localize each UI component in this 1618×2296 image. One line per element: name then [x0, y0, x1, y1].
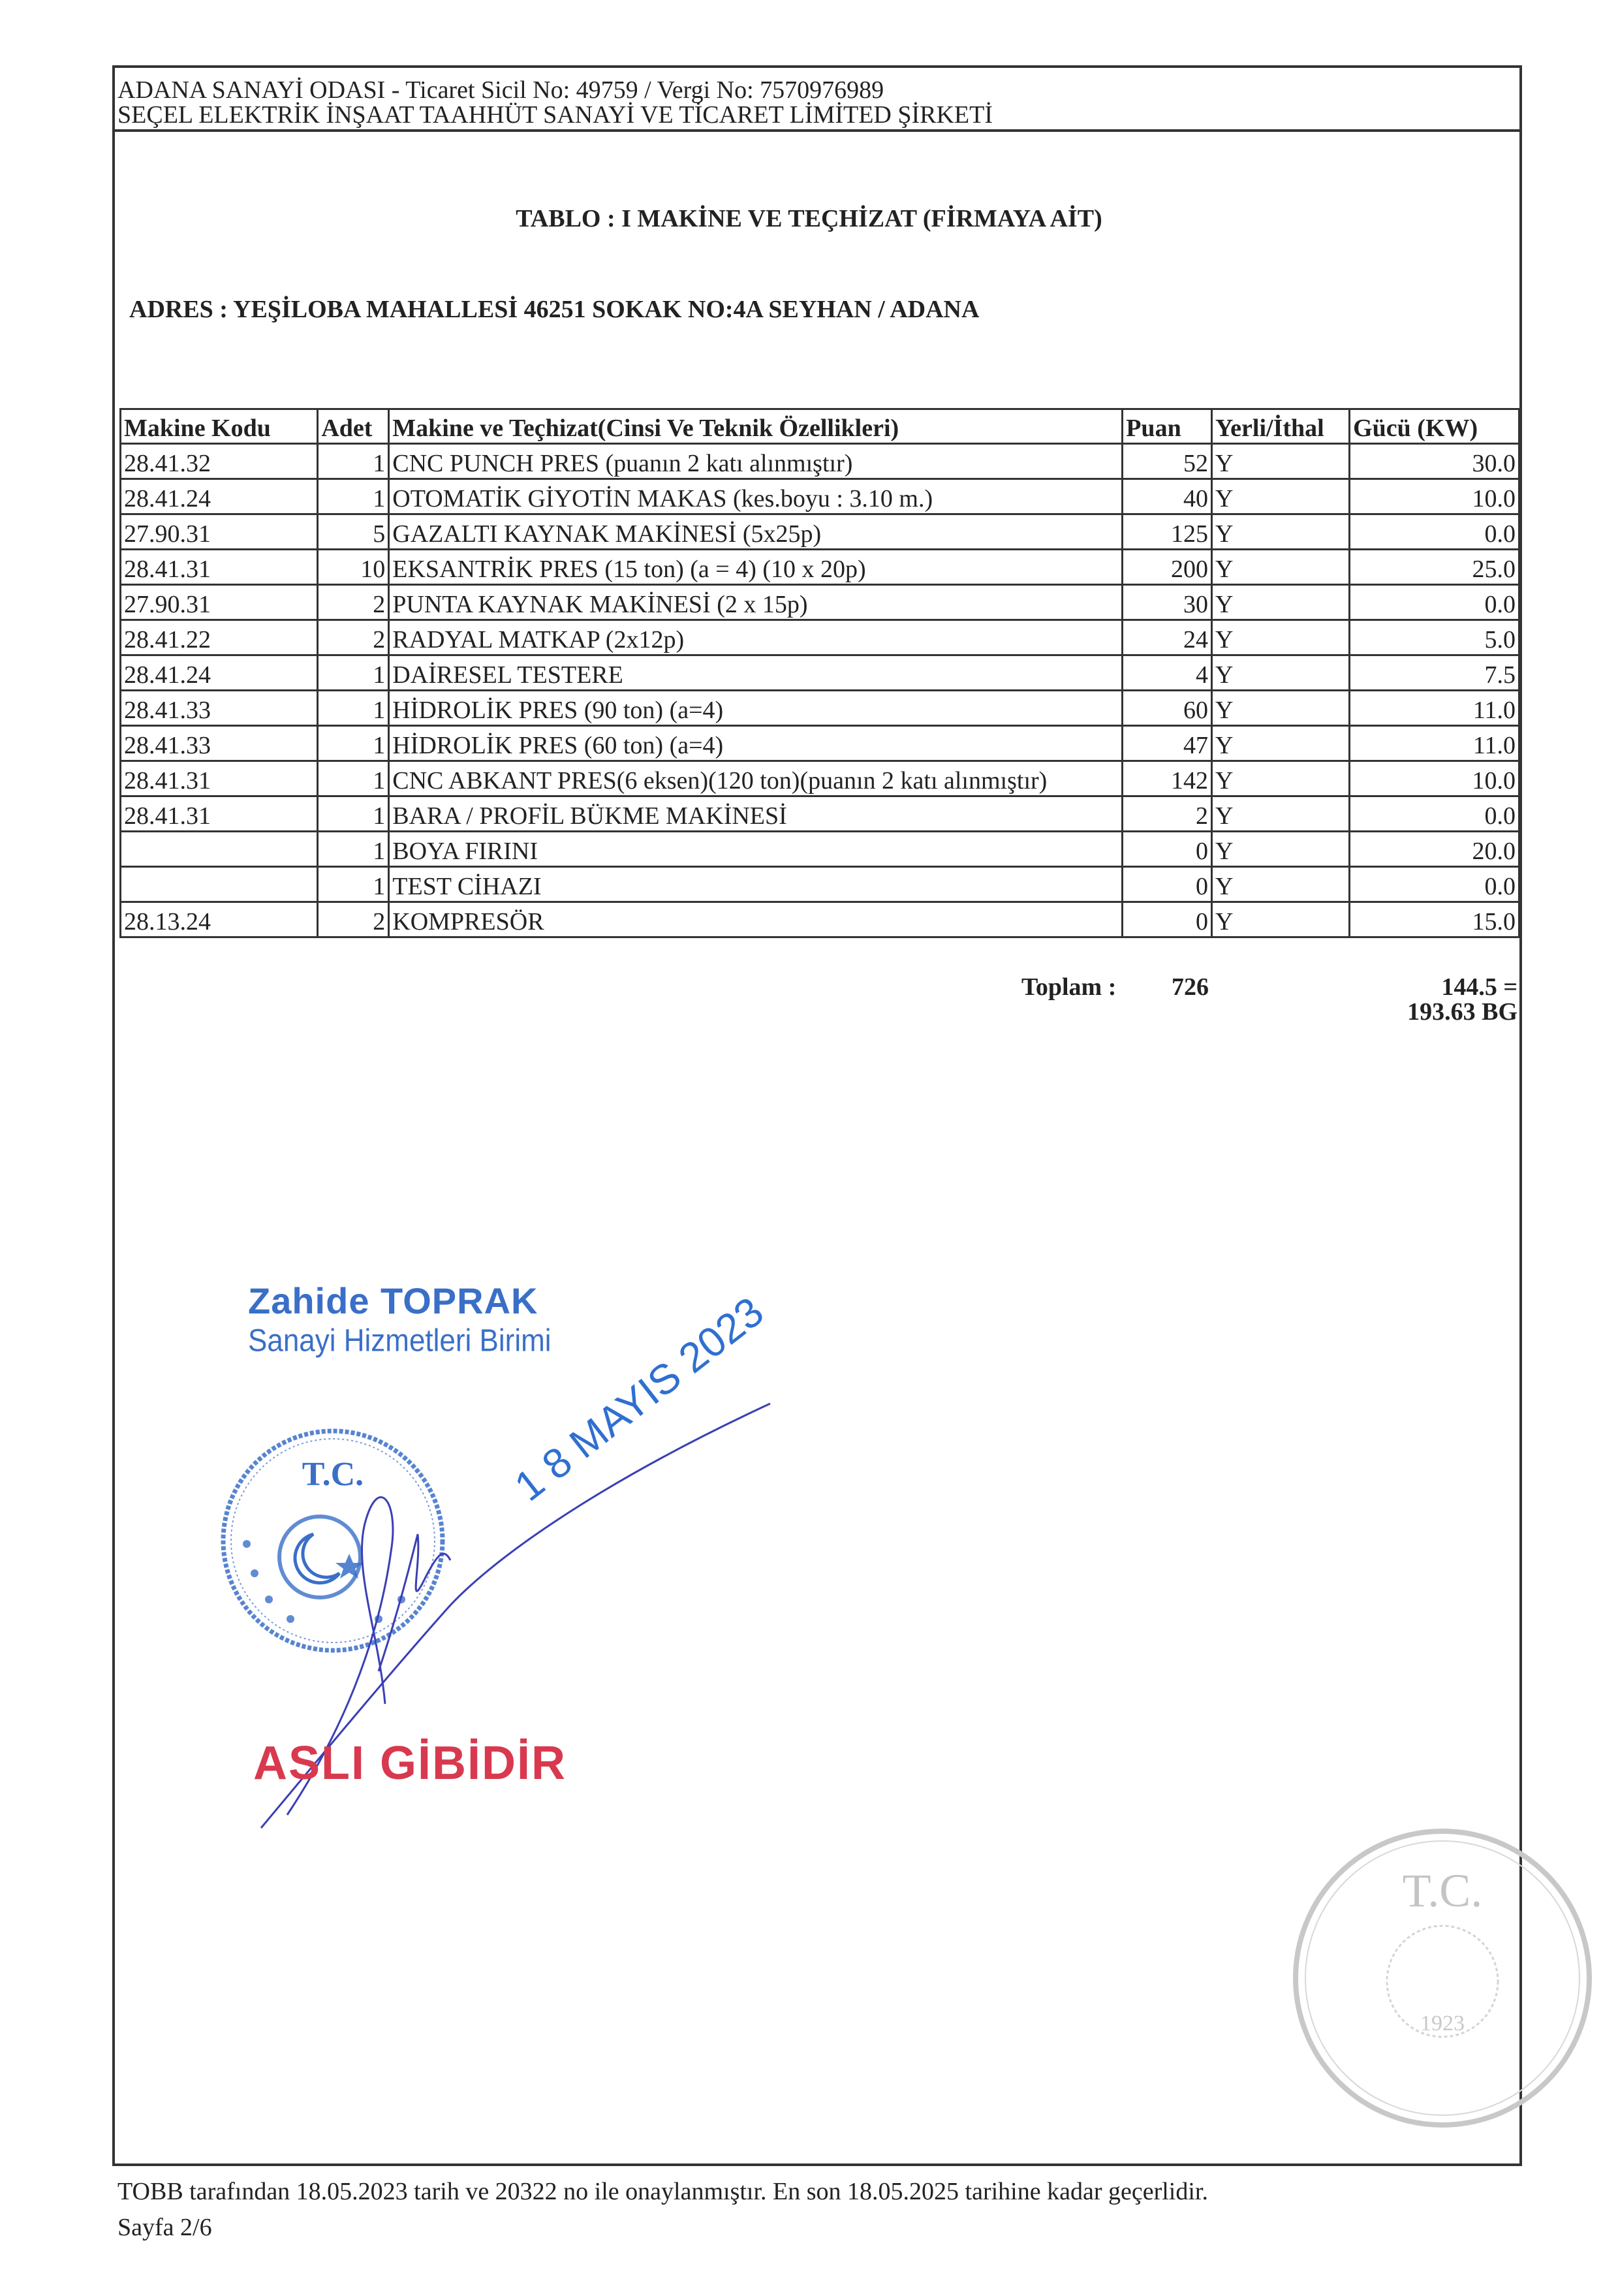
total-label: Toplam : — [1021, 973, 1117, 1001]
quantity-cell: 1 — [318, 691, 389, 726]
quantity-cell: 2 — [318, 585, 389, 620]
table-row — [121, 514, 1519, 550]
description-cell: HİDROLİK PRES (60 ton) (a=4) — [389, 726, 1123, 761]
origin-cell: Y — [1211, 550, 1349, 585]
table-row — [121, 761, 1519, 796]
origin-cell: Y — [1211, 620, 1349, 655]
points-cell: 142 — [1123, 761, 1212, 796]
description-cell: CNC PUNCH PRES (puanın 2 katı alınmıştır) — [389, 444, 1123, 479]
origin-cell: Y — [1211, 726, 1349, 761]
faded-tc-seal-stamp — [1286, 1821, 1599, 2135]
quantity-cell: 1 — [318, 655, 389, 691]
table-row — [121, 691, 1519, 726]
col-header-quantity: Adet — [318, 409, 389, 444]
machine-code-cell: 27.90.31 — [121, 514, 318, 550]
power-cell: 11.0 — [1350, 691, 1519, 726]
page-number: Sayfa 2/6 — [117, 2214, 212, 2241]
company-name: SEÇEL ELEKTRİK İNŞAAT TAAHHÜT SANAYİ VE TİCARET LİMİTED ŞİRKETİ — [117, 101, 993, 129]
description-cell: BARA / PROFİL BÜKME MAKİNESİ — [389, 796, 1123, 832]
description-cell: PUNTA KAYNAK MAKİNESİ (2 x 15p) — [389, 585, 1123, 620]
officer-unit: Sanayi Hizmetleri Birimi — [248, 1323, 552, 1359]
officer-name: Zahide TOPRAK — [248, 1280, 538, 1321]
quantity-cell: 2 — [318, 620, 389, 655]
points-cell: 0 — [1123, 867, 1212, 902]
faded-seal-year: 1923 — [1420, 2011, 1465, 2036]
origin-cell: Y — [1211, 444, 1349, 479]
machine-code-cell: 28.41.31 — [121, 796, 318, 832]
approval-note: TOBB tarafından 18.05.2023 tarih ve 20322 no ile onaylanmıştır. En son 18.05.2025 tarihine kadar geçerlidir. — [117, 2178, 1208, 2205]
officer-stamp — [248, 1280, 552, 1357]
quantity-cell: 1 — [318, 761, 389, 796]
col-header-points: Puan — [1123, 409, 1212, 444]
points-cell: 0 — [1123, 902, 1212, 937]
table-header-row — [121, 409, 1519, 444]
power-cell: 10.0 — [1350, 479, 1519, 514]
machine-code-cell: 28.41.32 — [121, 444, 318, 479]
power-cell: 0.0 — [1350, 514, 1519, 550]
table-row — [121, 902, 1519, 937]
power-cell: 15.0 — [1350, 902, 1519, 937]
date-stamp: 1 8 MAYIS 2023 — [506, 1287, 772, 1511]
power-cell: 11.0 — [1350, 726, 1519, 761]
col-header-machine-code: Makine Kodu — [121, 409, 318, 444]
table-row — [121, 585, 1519, 620]
quantity-cell: 1 — [318, 726, 389, 761]
col-header-description: Makine ve Teçhizat(Cinsi Ve Teknik Özellikleri) — [389, 409, 1123, 444]
quantity-cell: 1 — [318, 796, 389, 832]
total-power-bg: 193.63 BG — [1407, 998, 1517, 1026]
quantity-cell: 1 — [318, 832, 389, 867]
points-cell: 4 — [1123, 655, 1212, 691]
points-cell: 0 — [1123, 832, 1212, 867]
col-header-origin: Yerli/İthal — [1211, 409, 1349, 444]
origin-cell: Y — [1211, 867, 1349, 902]
machine-code-cell: 28.13.24 — [121, 902, 318, 937]
quantity-cell: 5 — [318, 514, 389, 550]
quantity-cell: 1 — [318, 867, 389, 902]
quantity-cell: 1 — [318, 479, 389, 514]
points-cell: 47 — [1123, 726, 1212, 761]
origin-cell: Y — [1211, 479, 1349, 514]
machine-code-cell — [121, 867, 318, 902]
power-cell: 0.0 — [1350, 585, 1519, 620]
origin-cell: Y — [1211, 761, 1349, 796]
origin-cell: Y — [1211, 514, 1349, 550]
quantity-cell: 1 — [318, 444, 389, 479]
origin-cell: Y — [1211, 902, 1349, 937]
power-cell: 7.5 — [1350, 655, 1519, 691]
power-cell: 5.0 — [1350, 620, 1519, 655]
table-row — [121, 796, 1519, 832]
table-row — [121, 620, 1519, 655]
power-cell: 25.0 — [1350, 550, 1519, 585]
power-cell: 0.0 — [1350, 796, 1519, 832]
total-power-kw: 144.5 = — [1441, 973, 1517, 1001]
machinery-table — [119, 408, 1520, 938]
table-row — [121, 550, 1519, 585]
points-cell: 200 — [1123, 550, 1212, 585]
quantity-cell: 2 — [318, 902, 389, 937]
description-cell: TEST CİHAZI — [389, 867, 1123, 902]
quantity-cell: 10 — [318, 550, 389, 585]
points-cell: 30 — [1123, 585, 1212, 620]
machine-code-cell: 28.41.33 — [121, 726, 318, 761]
points-cell: 125 — [1123, 514, 1212, 550]
certified-copy-stamp: ASLI GİBİDİR — [253, 1737, 567, 1789]
machine-code-cell: 28.41.24 — [121, 479, 318, 514]
description-cell: KOMPRESÖR — [389, 902, 1123, 937]
points-cell: 2 — [1123, 796, 1212, 832]
table-row — [121, 832, 1519, 867]
description-cell: RADYAL MATKAP (2x12p) — [389, 620, 1123, 655]
table-row — [121, 444, 1519, 479]
machine-code-cell: 28.41.24 — [121, 655, 318, 691]
company-address: ADRES : YEŞİLOBA MAHALLESİ 46251 SOKAK NO:4A SEYHAN / ADANA — [129, 296, 980, 323]
points-cell: 40 — [1123, 479, 1212, 514]
points-cell: 60 — [1123, 691, 1212, 726]
description-cell: HİDROLİK PRES (90 ton) (a=4) — [389, 691, 1123, 726]
machine-code-cell — [121, 832, 318, 867]
machine-code-cell: 28.41.31 — [121, 761, 318, 796]
power-cell: 10.0 — [1350, 761, 1519, 796]
machine-code-cell: 28.41.33 — [121, 691, 318, 726]
power-cell: 0.0 — [1350, 867, 1519, 902]
origin-cell: Y — [1211, 796, 1349, 832]
table-row — [121, 726, 1519, 761]
power-cell: 20.0 — [1350, 832, 1519, 867]
description-cell: CNC ABKANT PRES(6 eksen)(120 ton)(puanın 2 katı alınmıştır) — [389, 761, 1123, 796]
points-cell: 52 — [1123, 444, 1212, 479]
description-cell: OTOMATİK GİYOTİN MAKAS (kes.boyu : 3.10 m.) — [389, 479, 1123, 514]
table-row — [121, 655, 1519, 691]
faded-seal-tc-text: T.C. — [1402, 1864, 1483, 1917]
origin-cell: Y — [1211, 655, 1349, 691]
origin-cell: Y — [1211, 585, 1349, 620]
description-cell: GAZALTI KAYNAK MAKİNESİ (5x25p) — [389, 514, 1123, 550]
machine-code-cell: 28.41.22 — [121, 620, 318, 655]
origin-cell: Y — [1211, 691, 1349, 726]
col-header-power: Gücü (KW) — [1350, 409, 1519, 444]
origin-cell: Y — [1211, 832, 1349, 867]
seal-tc-text: T.C. — [302, 1456, 364, 1493]
table-row — [121, 479, 1519, 514]
table-row — [121, 867, 1519, 902]
chamber-registry-line: ADANA SANAYİ ODASI - Ticaret Sicil No: 49759 / Vergi No: 7570976989 — [117, 76, 884, 104]
points-cell: 24 — [1123, 620, 1212, 655]
power-cell: 30.0 — [1350, 444, 1519, 479]
document-title: TABLO : I MAKİNE VE TEÇHİZAT (FİRMAYA AİT) — [516, 205, 1102, 232]
total-points: 726 — [1172, 973, 1209, 1001]
description-cell: DAİRESEL TESTERE — [389, 655, 1123, 691]
header-divider — [112, 129, 1522, 132]
machine-code-cell: 28.41.31 — [121, 550, 318, 585]
description-cell: EKSANTRİK PRES (15 ton) (a = 4) (10 x 20p) — [389, 550, 1123, 585]
machine-code-cell: 27.90.31 — [121, 585, 318, 620]
description-cell: BOYA FIRINI — [389, 832, 1123, 867]
